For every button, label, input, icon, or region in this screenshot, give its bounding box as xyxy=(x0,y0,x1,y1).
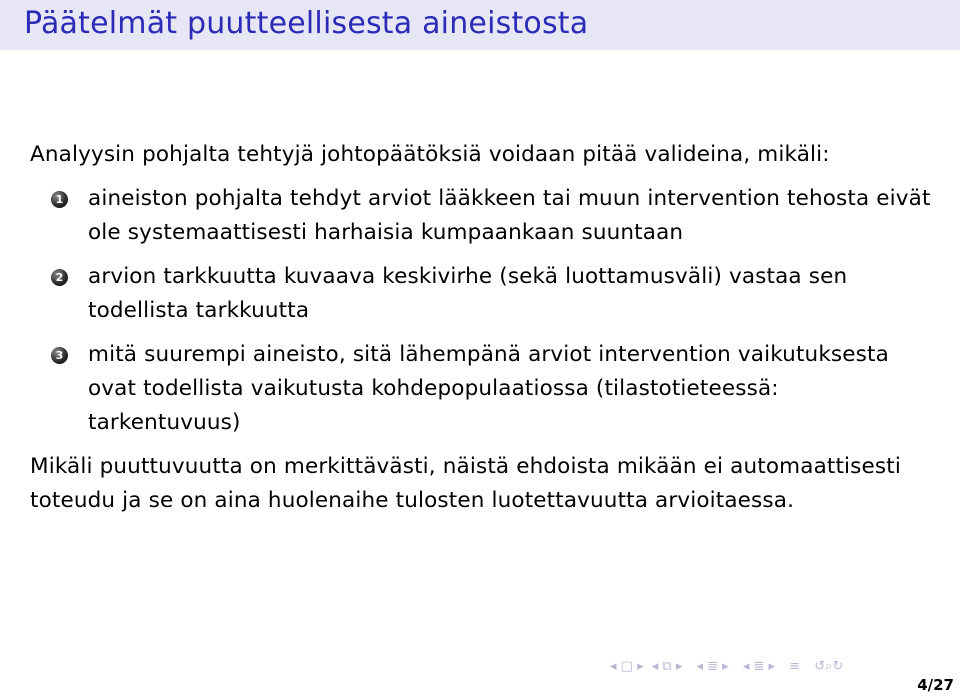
list-item-1 xyxy=(30,182,935,250)
list-item-text: mitä suurempi aineisto, sitä lähempänä arviot intervention vaikutuksesta ovat todellista vaikutusta kohdepopulaatiossa (tilastotieteessä: tarkentuvuus) xyxy=(88,342,889,435)
numbered-list xyxy=(30,182,935,440)
nav-first-icon[interactable]: ◂ □ ▸ xyxy=(610,659,644,674)
list-item-text: aineiston pohjalta tehdyt arviot lääkkeen tai muun intervention tehosta eivät ole systemaattisesti harhaisia kumpaankaan suuntaan xyxy=(88,186,931,245)
nav-align-icon[interactable]: ≡ xyxy=(789,659,801,674)
nav-next-section-icon[interactable]: ◂ ≣ ▸ xyxy=(742,659,776,674)
intro-text: Analyysin pohjalta tehtyjä johtopäätöksiä voidaan pitää valideina, mikäli: xyxy=(30,142,830,167)
list-item-2 xyxy=(30,260,935,328)
number-bullet-icon: 3 xyxy=(51,347,68,364)
list-item-3 xyxy=(30,338,935,440)
nav-frame-icon[interactable]: ◂ ⧉ ▸ xyxy=(651,659,683,674)
number-bullet-icon: 1 xyxy=(51,191,68,208)
list-item-text: arvion tarkkuutta kuvaava keskivirhe (sekä luottamusväli) vastaa sen todellista tarkkuutta xyxy=(88,264,848,323)
nav-prev-section-icon[interactable]: ◂ ≣ ▸ xyxy=(696,659,729,674)
slide-title: Päätelmät puutteellisesta aineistosta xyxy=(24,6,589,41)
navigation-bar xyxy=(610,659,955,679)
title-bar xyxy=(0,0,960,50)
conclusion-text: Mikäli puuttuvuutta on merkittävästi, näistä ehdoista mikään ei automaattisesti toteudu ja se on aina huolenaihe tulosten luotettavuutta arvioitaessa. xyxy=(30,454,901,513)
page-number: 4/27 xyxy=(917,676,954,694)
nav-search-icon[interactable]: ↺⌕↻ xyxy=(814,659,844,674)
slide-content xyxy=(30,138,935,518)
number-bullet-icon: 2 xyxy=(51,269,68,286)
